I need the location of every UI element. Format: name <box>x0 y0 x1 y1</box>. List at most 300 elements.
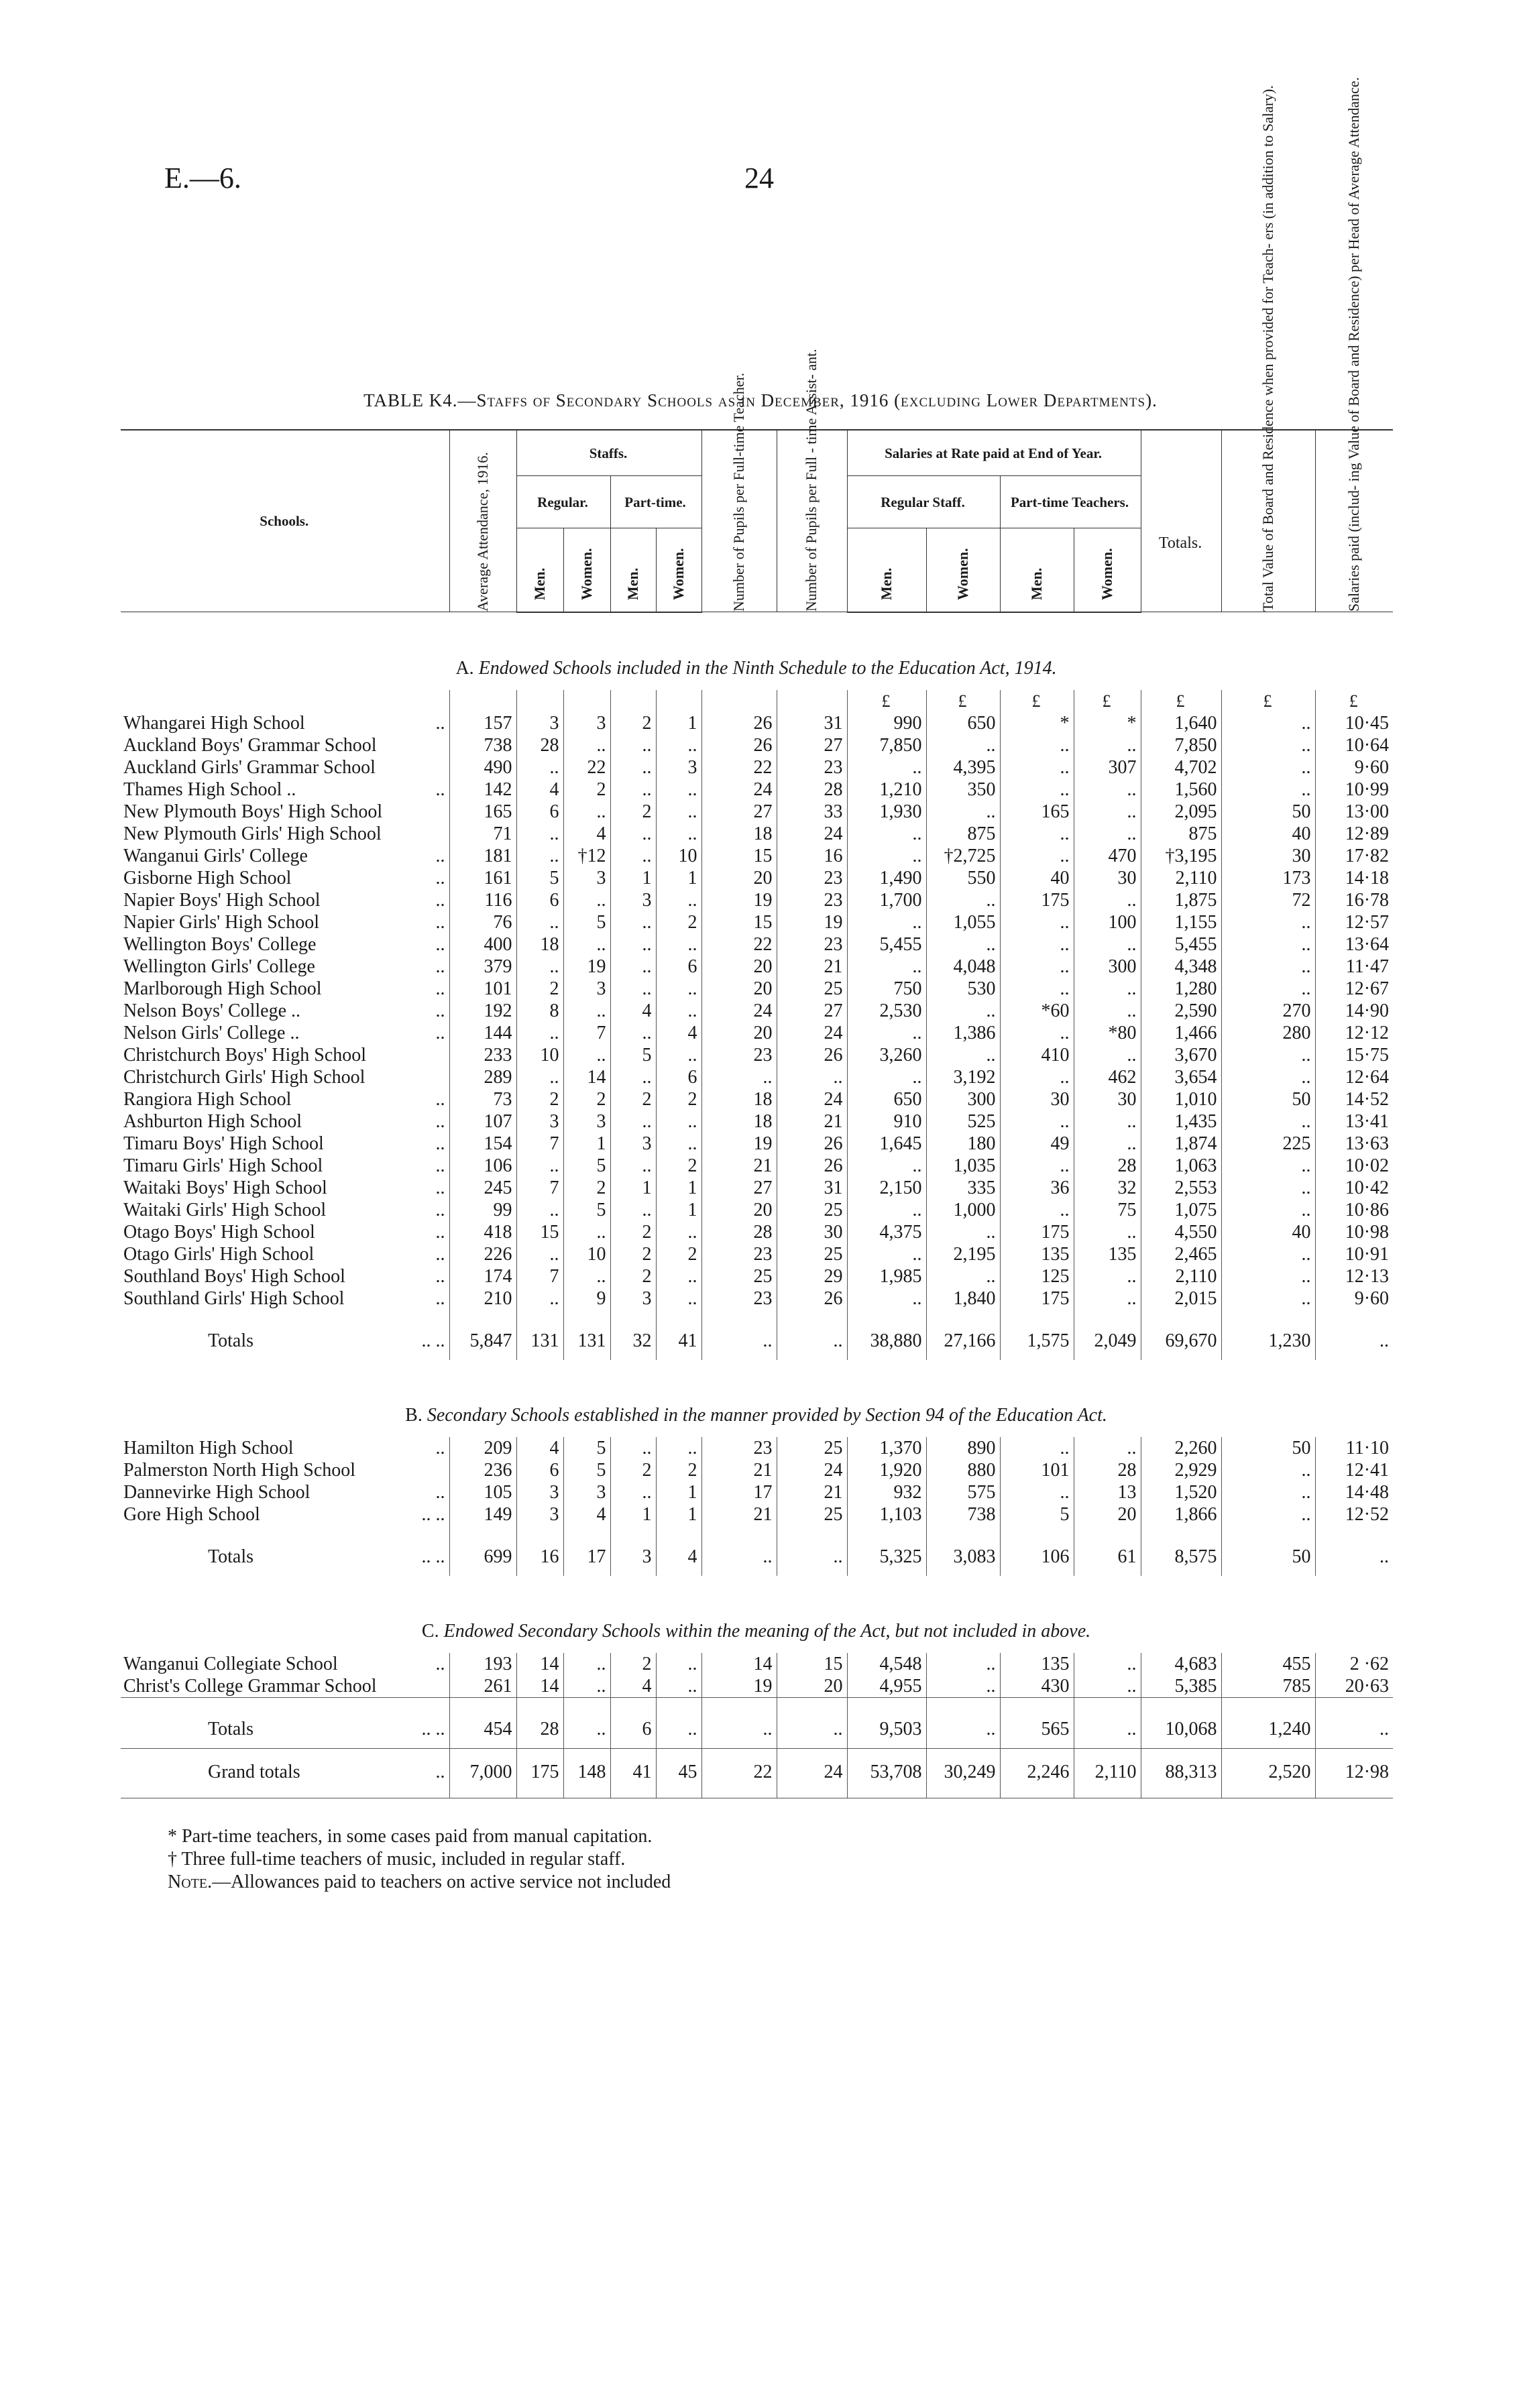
cell: 2 <box>610 1088 656 1110</box>
school-name: Christchurch Boys' High School <box>123 1044 367 1066</box>
header-avg-attendance: Average Attendance, 1916. <box>473 452 491 612</box>
cell: 14·90 <box>1315 1000 1393 1022</box>
cell: 12·67 <box>1315 978 1393 1000</box>
cell: 3 <box>610 1287 656 1310</box>
leader-dots: .. <box>435 1199 445 1220</box>
cell: 11·47 <box>1315 956 1393 978</box>
cell: 175 <box>1000 889 1074 911</box>
cell: .. <box>701 1066 777 1088</box>
cell: 1,866 <box>1141 1503 1221 1526</box>
cell: .. <box>847 1066 926 1088</box>
school-row <box>121 911 1393 933</box>
cell: .. <box>516 1243 563 1265</box>
cell: 6 <box>610 1697 656 1748</box>
cell: 2 <box>516 1088 563 1110</box>
cell: .. <box>610 1066 656 1088</box>
cell: .. <box>1221 1155 1315 1177</box>
leader-dots: .. <box>435 779 445 800</box>
cell: 5 <box>1000 1503 1074 1526</box>
cell: 144 <box>449 1022 516 1044</box>
section-label: A. <box>455 657 474 679</box>
cell: 738 <box>449 734 516 756</box>
cell: .. <box>610 734 656 756</box>
cell: .. <box>610 1155 656 1177</box>
cell: 16·78 <box>1315 889 1393 911</box>
cell: 165 <box>1000 801 1074 823</box>
cell: 2,015 <box>1141 1287 1221 1310</box>
school-name: Napier Boys' High School <box>123 889 321 911</box>
leader-dots: .. <box>435 933 445 955</box>
cell: *60 <box>1000 1000 1074 1022</box>
cell: 20 <box>701 1199 777 1221</box>
school-name: Hamilton High School <box>123 1437 294 1458</box>
cell: 26 <box>701 712 777 734</box>
cell: 738 <box>926 1503 1000 1526</box>
school-name: Wanganui Girls' College <box>123 845 308 866</box>
cell: 10·99 <box>1315 779 1393 801</box>
cell: 22 <box>563 756 610 779</box>
cell: 32 <box>610 1310 656 1360</box>
cell: 18 <box>516 933 563 956</box>
school-name: Christchurch Girls' High School <box>123 1066 365 1088</box>
cell: 9,503 <box>847 1697 926 1748</box>
cell: .. <box>926 734 1000 756</box>
cell: .. <box>656 889 701 911</box>
cell: 165 <box>449 801 516 823</box>
cell: 17 <box>701 1481 777 1503</box>
cell: .. <box>847 1287 926 1310</box>
leader-dots: .. <box>435 1000 445 1021</box>
cell: 175 <box>1000 1287 1074 1310</box>
cell: .. <box>516 1022 563 1044</box>
header-regular-staff: Regular Staff. <box>847 476 1000 528</box>
cell: .. <box>563 1697 610 1748</box>
school-row <box>121 1088 1393 1110</box>
cell: 12·41 <box>1315 1459 1393 1481</box>
cell: 105 <box>449 1481 516 1503</box>
cell: 75 <box>1074 1199 1141 1221</box>
cell: .. <box>1221 1066 1315 1088</box>
section-title: Secondary Schools established in the manner provided by Section 94 of the Education Act. <box>427 1404 1107 1426</box>
cell: 550 <box>926 867 1000 889</box>
cell: .. <box>563 933 610 956</box>
cell: .. <box>656 801 701 823</box>
cell: .. <box>610 779 656 801</box>
cell: .. <box>1221 956 1315 978</box>
cell: .. <box>610 956 656 978</box>
cell: 4 <box>563 823 610 845</box>
cell: 2,465 <box>1141 1243 1221 1265</box>
cell: 30 <box>1074 1088 1141 1110</box>
cell: 4,548 <box>847 1653 926 1675</box>
cell: .. <box>777 1526 847 1576</box>
cell: 101 <box>1000 1459 1074 1481</box>
cell: 3 <box>516 1110 563 1133</box>
cell: 650 <box>847 1088 926 1110</box>
cell: 20 <box>1074 1503 1141 1526</box>
cell: .. <box>656 978 701 1000</box>
cell: 530 <box>926 978 1000 1000</box>
cell: 4 <box>516 779 563 801</box>
cell: 50 <box>1221 801 1315 823</box>
cell: .. <box>1074 801 1141 823</box>
school-row <box>121 1675 1393 1698</box>
cell: 27,166 <box>926 1310 1000 1360</box>
cell: 23 <box>701 1437 777 1459</box>
school-row <box>121 845 1393 867</box>
cell: 13·63 <box>1315 1133 1393 1155</box>
cell: .. <box>563 1265 610 1287</box>
cell: .. <box>926 889 1000 911</box>
leader-dots: .. <box>435 1133 445 1154</box>
leader-dots: .. <box>435 1110 445 1132</box>
table-title-prefix: TABLE K4.— <box>363 390 477 410</box>
cell: 41 <box>610 1748 656 1798</box>
cell: 400 <box>449 933 516 956</box>
header-parttime-women: Women. <box>669 547 687 600</box>
cell: 525 <box>926 1110 1000 1133</box>
cell: 3 <box>563 1110 610 1133</box>
cell: 3 <box>610 1526 656 1576</box>
cell: 2,590 <box>1141 1000 1221 1022</box>
cell: 4,683 <box>1141 1653 1221 1675</box>
cell: 455 <box>1221 1653 1315 1675</box>
cell: 13·64 <box>1315 933 1393 956</box>
cell: 10·45 <box>1315 712 1393 734</box>
cell: 20·63 <box>1315 1675 1393 1698</box>
cell: 2,049 <box>1074 1310 1141 1360</box>
cell: .. <box>516 911 563 933</box>
cell: 261 <box>449 1675 516 1698</box>
cell: 5,455 <box>1141 933 1221 956</box>
cell: 418 <box>449 1221 516 1243</box>
cell: 2,150 <box>847 1177 926 1199</box>
cell: 22 <box>701 756 777 779</box>
header-schools: Schools. <box>121 430 449 612</box>
currency-unit: £ <box>847 690 926 712</box>
cell: 20 <box>777 1675 847 1698</box>
cell: 23 <box>777 933 847 956</box>
cell: 1 <box>610 867 656 889</box>
school-row <box>121 1022 1393 1044</box>
cell: 2,929 <box>1141 1459 1221 1481</box>
leader-dots: .. <box>435 1653 445 1674</box>
cell: 1,155 <box>1141 911 1221 933</box>
cell: 932 <box>847 1481 926 1503</box>
school-name: Totals <box>208 1546 254 1567</box>
cell: .. <box>1221 756 1315 779</box>
cell: 430 <box>1000 1675 1074 1698</box>
cell: .. <box>610 1110 656 1133</box>
leader-dots: .. <box>435 1221 445 1243</box>
cell: .. <box>926 1221 1000 1243</box>
leader-dots: .. <box>435 845 445 866</box>
cell: 2,553 <box>1141 1177 1221 1199</box>
cell: 1 <box>563 1133 610 1155</box>
cell: 470 <box>1074 845 1141 867</box>
cell: .. <box>1315 1526 1393 1576</box>
cell: 10·42 <box>1315 1177 1393 1199</box>
leader-dots: .. <box>435 911 445 933</box>
cell: 4 <box>516 1437 563 1459</box>
school-name: Nelson Boys' College .. <box>123 1000 301 1021</box>
leader-dots: .. <box>435 1155 445 1176</box>
leader-dots: .. .. <box>421 1330 445 1351</box>
cell: .. <box>1221 1459 1315 1481</box>
cell: 142 <box>449 779 516 801</box>
section-heading-B <box>121 1360 1393 1437</box>
cell: .. <box>656 1697 701 1748</box>
cell: 1,010 <box>1141 1088 1221 1110</box>
header-salaries: Salaries at Rate paid at End of Year. <box>847 430 1141 476</box>
cell: 1 <box>656 867 701 889</box>
cell: .. <box>1221 1177 1315 1199</box>
cell: 24 <box>701 779 777 801</box>
cell: 149 <box>449 1503 516 1526</box>
cell: 4 <box>563 1503 610 1526</box>
cell: .. <box>1221 978 1315 1000</box>
cell: .. <box>1000 1199 1074 1221</box>
school-name: Totals <box>208 1718 254 1739</box>
header-pupils-per-assistant: Number of Pupils per Full - time Assist- ant. <box>803 349 820 612</box>
cell: 106 <box>1000 1526 1074 1576</box>
leader-dots: .. <box>435 978 445 999</box>
page-number: 24 <box>744 162 774 194</box>
cell: .. <box>701 1310 777 1360</box>
school-row <box>121 712 1393 734</box>
school-name: New Plymouth Girls' High School <box>123 823 382 844</box>
cell: 14·48 <box>1315 1481 1393 1503</box>
school-row <box>121 1177 1393 1199</box>
header-parttime-men: Men. <box>624 567 641 600</box>
school-name: Otago Boys' High School <box>123 1221 315 1243</box>
school-name: Wanganui Collegiate School <box>123 1653 338 1674</box>
school-name: Nelson Girls' College .. <box>123 1022 300 1043</box>
cell: 135 <box>1000 1243 1074 1265</box>
school-row <box>121 867 1393 889</box>
school-name: Waitaki Boys' High School <box>123 1177 327 1198</box>
cell: .. <box>563 734 610 756</box>
cell: 14 <box>563 1066 610 1088</box>
cell: .. <box>1074 1697 1141 1748</box>
cell: 71 <box>449 823 516 845</box>
cell: 4 <box>610 1675 656 1698</box>
cell: 125 <box>1000 1265 1074 1287</box>
header-board-value: Total Value of Board and Residence when provided for Teach- ers (in addition to Salary). <box>1259 85 1276 612</box>
school-row <box>121 1066 1393 1088</box>
cell: 23 <box>701 1044 777 1066</box>
cell: 1,520 <box>1141 1481 1221 1503</box>
leader-dots: .. <box>435 1022 445 1043</box>
cell: 24 <box>777 823 847 845</box>
cell: .. <box>701 1526 777 1576</box>
cell: †12 <box>563 845 610 867</box>
header-pupils-per-teacher: Number of Pupils per Full-time Teacher. <box>730 372 747 612</box>
cell: 40 <box>1221 1221 1315 1243</box>
cell: 3 <box>516 1503 563 1526</box>
cell: .. <box>563 1675 610 1698</box>
school-row <box>121 1287 1393 1310</box>
cell: 20 <box>701 1022 777 1044</box>
section-label: B. <box>405 1404 422 1426</box>
cell: 7 <box>563 1022 610 1044</box>
cell: .. <box>610 1481 656 1503</box>
cell: 72 <box>1221 889 1315 911</box>
table-body <box>121 612 1393 1798</box>
cell: 5 <box>563 911 610 933</box>
cell: .. <box>516 845 563 867</box>
cell: 650 <box>926 712 1000 734</box>
school-name: Wellington Boys' College <box>123 933 317 955</box>
cell: 1,640 <box>1141 712 1221 734</box>
cell: 462 <box>1074 1066 1141 1088</box>
header-regular: Regular. <box>516 476 610 528</box>
cell: 23 <box>777 889 847 911</box>
cell: 9·60 <box>1315 756 1393 779</box>
leader-dots: .. <box>435 1177 445 1198</box>
cell: 1,985 <box>847 1265 926 1287</box>
cell: 21 <box>777 956 847 978</box>
cell: .. <box>516 1287 563 1310</box>
cell: .. <box>610 845 656 867</box>
school-row <box>121 889 1393 911</box>
cell: 226 <box>449 1243 516 1265</box>
cell: 2 <box>610 712 656 734</box>
cell: 13·41 <box>1315 1110 1393 1133</box>
cell: 4 <box>656 1526 701 1576</box>
cell: 875 <box>1141 823 1221 845</box>
cell: 12·13 <box>1315 1265 1393 1287</box>
leader-dots: .. <box>435 1243 445 1265</box>
cell: 1,240 <box>1221 1697 1315 1748</box>
totals-row-c <box>121 1697 1393 1748</box>
cell: 3 <box>563 1481 610 1503</box>
school-name: Gore High School <box>123 1503 260 1525</box>
cell: 107 <box>449 1110 516 1133</box>
cell: 1,645 <box>847 1133 926 1155</box>
cell: .. <box>1074 734 1141 756</box>
cell: .. <box>610 911 656 933</box>
cell: 1,386 <box>926 1022 1000 1044</box>
cell: .. <box>610 823 656 845</box>
cell: .. <box>516 1066 563 1088</box>
cell: 32 <box>1074 1177 1141 1199</box>
school-row <box>121 1459 1393 1481</box>
cell: 29 <box>777 1265 847 1287</box>
cell: 5,325 <box>847 1526 926 1576</box>
cell: 27 <box>777 734 847 756</box>
cell: 5 <box>610 1044 656 1066</box>
cell: 5,385 <box>1141 1675 1221 1698</box>
cell: .. <box>656 1437 701 1459</box>
leader-dots: .. <box>435 956 445 977</box>
cell: 5 <box>516 867 563 889</box>
cell: .. <box>847 1155 926 1177</box>
school-row <box>121 1000 1393 1022</box>
cell: .. <box>1000 845 1074 867</box>
cell: 750 <box>847 978 926 1000</box>
header-regular-men: Men. <box>530 567 548 600</box>
cell: 1 <box>610 1177 656 1199</box>
cell: 25 <box>777 1243 847 1265</box>
cell: .. <box>516 823 563 845</box>
cell: .. <box>656 1265 701 1287</box>
cell: 101 <box>449 978 516 1000</box>
cell: 19 <box>701 1133 777 1155</box>
cell: .. <box>563 1653 610 1675</box>
cell: .. <box>926 1653 1000 1675</box>
cell: 14 <box>701 1653 777 1675</box>
cell: 300 <box>926 1088 1000 1110</box>
cell: 1,435 <box>1141 1110 1221 1133</box>
school-row <box>121 1437 1393 1459</box>
cell: 28 <box>516 734 563 756</box>
school-row <box>121 1265 1393 1287</box>
school-row <box>121 1044 1393 1066</box>
cell: 1 <box>656 712 701 734</box>
leader-dots: .. <box>435 1088 445 1110</box>
cell: 26 <box>777 1155 847 1177</box>
cell: .. <box>1221 1287 1315 1310</box>
cell: .. <box>610 933 656 956</box>
cell: 12·98 <box>1315 1748 1393 1798</box>
cell: .. <box>563 1221 610 1243</box>
cell: .. <box>656 823 701 845</box>
cell: 2,110 <box>1074 1748 1141 1798</box>
cell: .. <box>777 1310 847 1360</box>
cell: 3 <box>516 712 563 734</box>
cell: 100 <box>1074 911 1141 933</box>
school-row <box>121 1653 1393 1675</box>
cell: 1,930 <box>847 801 926 823</box>
leader-dots: .. <box>435 1481 445 1503</box>
cell: 210 <box>449 1287 516 1310</box>
cell: 2 <box>610 1243 656 1265</box>
header-salary-regular-men: Men. <box>877 567 895 600</box>
currency-unit: £ <box>1141 690 1221 712</box>
cell: 19 <box>701 889 777 911</box>
cell: 53,708 <box>847 1748 926 1798</box>
cell: 10·98 <box>1315 1221 1393 1243</box>
cell: 5,847 <box>449 1310 516 1360</box>
cell: 30 <box>1074 867 1141 889</box>
note-text: —Allowances paid to teachers on active service not included <box>212 1872 671 1892</box>
cell: .. <box>1074 1287 1141 1310</box>
cell: 23 <box>777 756 847 779</box>
cell: 1,280 <box>1141 978 1221 1000</box>
cell: .. <box>701 1697 777 1748</box>
currency-unit: £ <box>1000 690 1074 712</box>
leader-dots: .. <box>435 1287 445 1309</box>
cell: 28 <box>777 779 847 801</box>
cell: 22 <box>701 933 777 956</box>
cell: 10·86 <box>1315 1199 1393 1221</box>
cell: .. <box>1221 712 1315 734</box>
cell: 6 <box>516 801 563 823</box>
cell: †2,725 <box>926 845 1000 867</box>
cell: .. <box>1221 779 1315 801</box>
cell: 18 <box>701 823 777 845</box>
cell: 1,103 <box>847 1503 926 1526</box>
cell: .. <box>847 1199 926 1221</box>
cell: 245 <box>449 1177 516 1199</box>
cell: 7 <box>516 1177 563 1199</box>
leader-dots: .. <box>435 1761 445 1782</box>
cell: 4,955 <box>847 1675 926 1698</box>
cell: 24 <box>777 1748 847 1798</box>
cell: 280 <box>1221 1022 1315 1044</box>
leader-dots: .. <box>435 1265 445 1287</box>
